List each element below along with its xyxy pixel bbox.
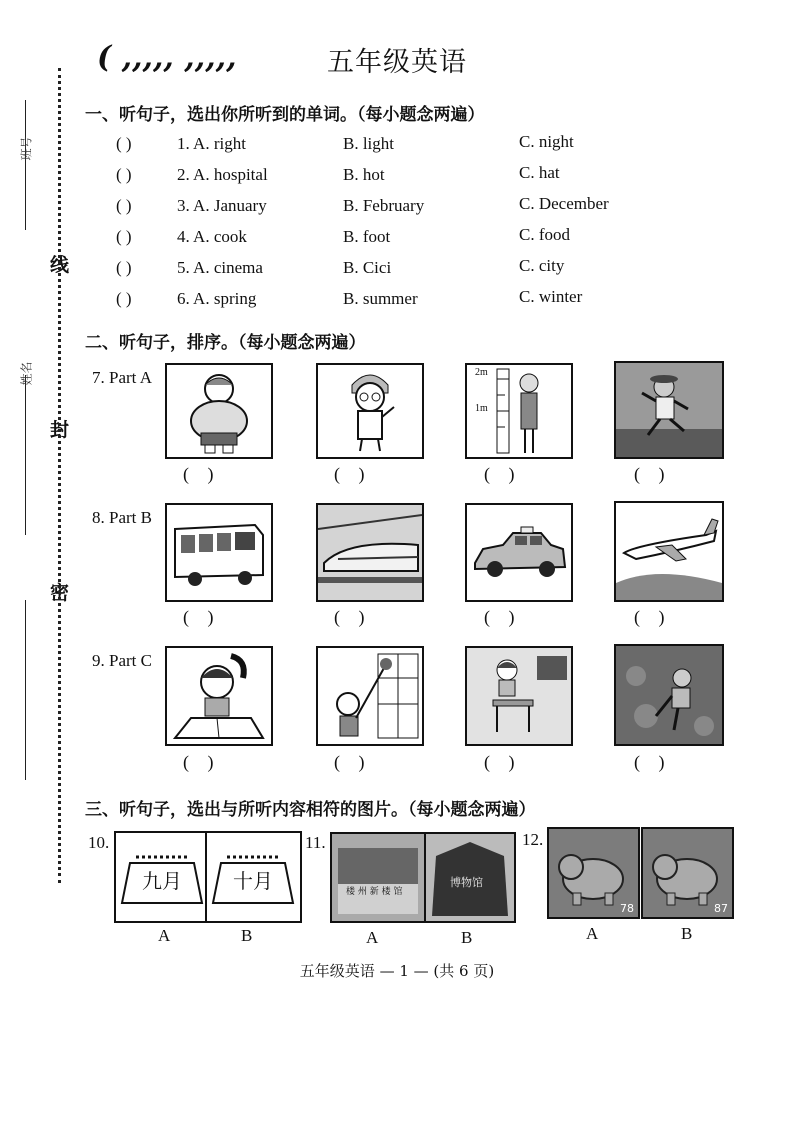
q12-option-a-bear-78	[547, 827, 640, 919]
class-number-label: 班号	[19, 136, 34, 161]
tall-man-height-chart-image	[465, 363, 573, 459]
order-answer-paren: ( )	[484, 752, 515, 772]
mc-option-b: B. February	[343, 196, 425, 215]
question-12-number: 12.	[522, 830, 544, 849]
q10-b-label: B	[241, 926, 253, 945]
binding-dotted-line	[58, 68, 61, 883]
q11-a-label: A	[366, 928, 379, 947]
height-2m-label: 2m	[475, 367, 488, 378]
q10-a-label: A	[158, 926, 171, 945]
page-footer: 五年级英语 — 1 — (共 6 页)	[299, 962, 495, 980]
order-answer-paren: ( )	[334, 607, 365, 627]
order-answer-paren: ( )	[183, 464, 214, 484]
mc-option-b: B. summer	[343, 289, 418, 308]
q12-b-label: B	[681, 924, 693, 943]
mc-option-b: B. foot	[343, 227, 391, 246]
mc-answer-paren: ( )	[116, 227, 132, 246]
q11-a-sign-text: 楼 州 新 楼 馆	[346, 887, 403, 897]
q10-a-calendar-text: 九月	[142, 869, 182, 893]
order-answer-paren: ( )	[634, 607, 665, 627]
q11-option-b-museum-photo	[424, 832, 516, 923]
section-one-heading: 一、听句子，选出你所听到的单词。（每小题念两遍）	[85, 105, 485, 125]
fat-boy-image	[165, 363, 273, 459]
section-two-heading: 二、听句子，排序。（每小题念两遍）	[85, 333, 366, 353]
taxi-image	[465, 503, 573, 602]
bus-image	[165, 503, 273, 602]
mc-option-a: 2. A. hospital	[177, 165, 268, 184]
mc-option-c: C. night	[519, 132, 574, 151]
part-c-label: 9. Part C	[92, 651, 152, 670]
q10-option-a-september-calendar	[114, 831, 211, 923]
child-gardening-image	[614, 644, 724, 746]
binding-char-secret: 密	[50, 582, 70, 604]
order-answer-paren: ( )	[183, 607, 214, 627]
mc-option-b: B. hot	[343, 165, 385, 184]
order-answer-paren: ( )	[634, 464, 665, 484]
mc-option-a: 1. A. right	[177, 134, 246, 153]
order-answer-paren: ( )	[183, 752, 214, 772]
mc-option-a: 6. A. spring	[177, 289, 257, 308]
mc-option-c: C. hat	[519, 163, 560, 182]
mc-option-b: B. Cici	[343, 258, 392, 277]
mc-option-c: C. winter	[519, 287, 583, 306]
order-answer-paren: ( )	[484, 464, 515, 484]
mc-answer-paren: ( )	[116, 196, 132, 215]
mc-option-c: C. food	[519, 225, 570, 244]
q10-option-b-october-calendar	[205, 831, 302, 923]
q12-option-b-bear-87	[641, 827, 734, 919]
order-answer-paren: ( )	[634, 752, 665, 772]
q11-b-sign-text: 博物馆	[450, 876, 483, 889]
mc-answer-paren: ( )	[116, 258, 132, 277]
mc-option-c: C. December	[519, 194, 609, 213]
order-answer-paren: ( )	[334, 752, 365, 772]
running-boy-image	[614, 361, 724, 459]
section-three-heading: 三、听句子，选出与所听内容相符的图片。（每小题念两遍）	[85, 800, 536, 820]
student-name-label: 姓名	[19, 361, 34, 386]
mc-answer-paren: ( )	[116, 134, 132, 153]
train-image	[316, 503, 424, 602]
girl-at-desk-image	[465, 646, 573, 746]
order-answer-paren: ( )	[484, 607, 515, 627]
mc-option-a: 5. A. cinema	[177, 258, 263, 277]
q12-b-bear-number: 87	[714, 902, 728, 915]
margin-line-top	[25, 100, 26, 230]
mc-option-b: B. light	[343, 134, 395, 153]
part-b-label: 8. Part B	[92, 508, 152, 527]
height-1m-label: 1m	[475, 403, 488, 414]
mc-option-a: 3. A. January	[177, 196, 267, 215]
girl-cleaning-image	[316, 646, 424, 746]
margin-line-bottom	[25, 600, 26, 780]
q12-a-label: A	[586, 924, 599, 943]
mc-option-c: C. city	[519, 256, 565, 275]
plane-image	[614, 501, 724, 602]
binding-char-seal: 封	[50, 419, 70, 441]
order-answer-paren: ( )	[334, 464, 365, 484]
margin-line-mid	[25, 375, 26, 535]
question-11-number: 11.	[305, 833, 326, 852]
q11-b-label: B	[461, 928, 473, 947]
mc-answer-paren: ( )	[116, 165, 132, 184]
mc-option-a: 4. A. cook	[177, 227, 247, 246]
q11-option-a-building-photo	[330, 832, 426, 923]
q12-a-bear-number: 78	[620, 902, 634, 915]
page-title: 五年级英语	[327, 47, 467, 78]
mc-answer-paren: ( )	[116, 289, 132, 308]
part-a-label: 7. Part A	[92, 368, 152, 387]
girl-writing-image	[165, 646, 273, 746]
binding-char-line: 线	[50, 254, 70, 276]
glasses-boy-image	[316, 363, 424, 459]
q10-b-calendar-text: 十月	[233, 869, 273, 893]
handwritten-scribble: ( ,,,,, ,,,,,	[97, 40, 237, 75]
question-10-number: 10.	[88, 833, 110, 852]
